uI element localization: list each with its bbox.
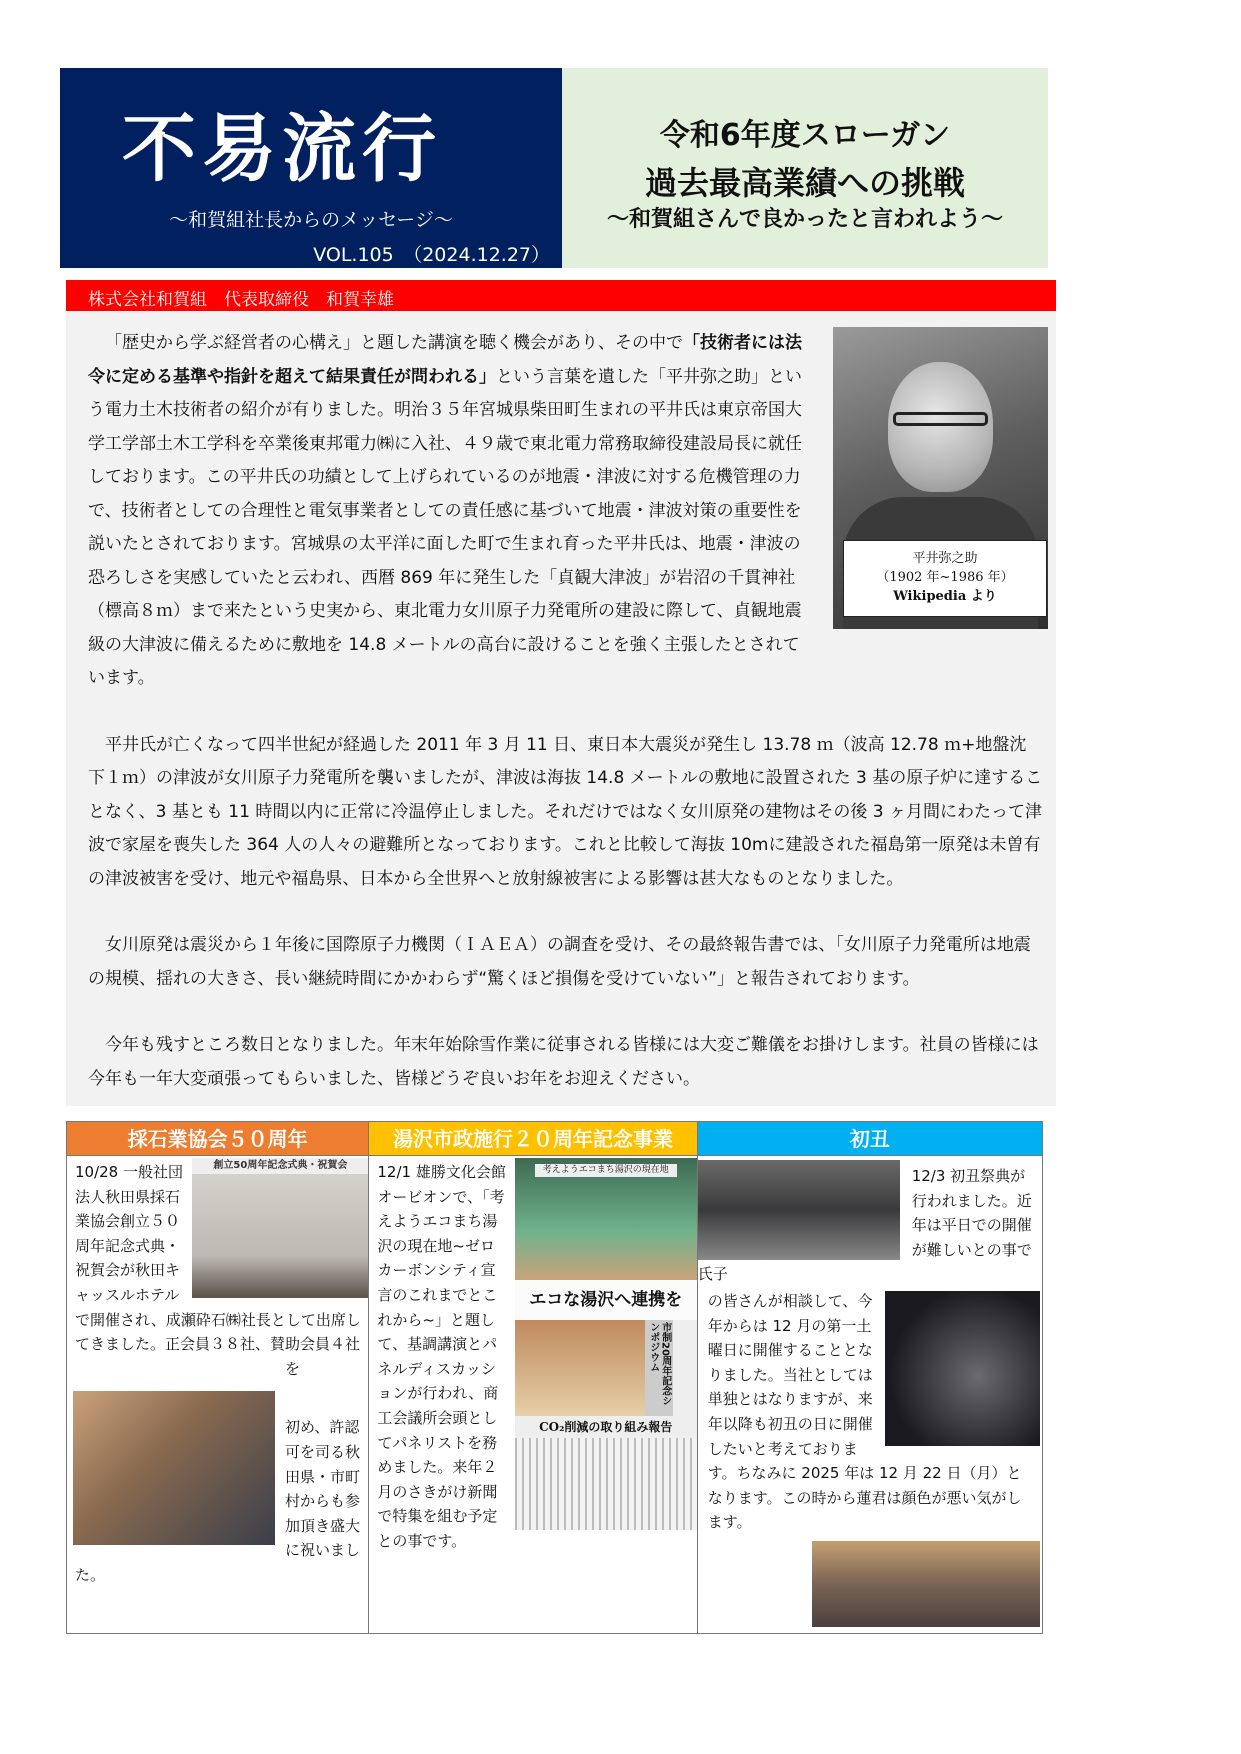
caption-source: Wikipedia より <box>893 589 997 604</box>
paragraph-3: 女川原発は震災から１年後に国際原子力機関（ＩＡＥＡ）の調査を受け、その最終報告書では、「女川原子力発電所は地震の規模、揺れの大きさ、長い継続時間にかかわらず“驚くほど損傷を受けていない”」と報告されております。 <box>88 935 1031 989</box>
photo-caption <box>843 540 1047 617</box>
column-text-cont: 初め、許認可を司る秋田県・市町村からも参加頂き盛大に祝いました。 <box>75 1418 361 1584</box>
night-procession-photo <box>885 1291 1040 1446</box>
column-body <box>67 1156 368 1588</box>
newspaper-headline: エコな湯沢へ連携を <box>515 1280 697 1320</box>
banquet-photo <box>812 1541 1040 1627</box>
column-text: 12/1 雄勝文化会館オービオンで、「考えようエコまち湯沢の現在地~ゼロカーボンシティ宣言のこれまでとこれから~」と題して、基調講演とパネルディスカッションが行われ、商工会議所会頭としてパネリストを務めました。来年２月のさきがけ新聞で特集を組む予定との事です。 <box>377 1163 506 1550</box>
portrait-photo <box>833 327 1048 629</box>
symposium-photo <box>515 1158 697 1280</box>
author-bar: 株式会社和賀組 代表取締役 和賀幸雄 <box>66 280 1056 311</box>
newspaper-clipping <box>515 1158 697 1530</box>
masthead <box>60 68 562 268</box>
ceremony-banner: 創立50周年記念式典・祝賀会 <box>192 1158 368 1174</box>
caption-years: （1902 年~1986 年） <box>876 570 1014 585</box>
volume-date: VOL.105 （2024.12.27） <box>313 244 550 266</box>
newspaper-article-text <box>515 1438 697 1530</box>
symposium-banner: 考えようエコまち湯沢の現在地 <box>535 1164 677 1177</box>
slogan-box <box>562 68 1048 268</box>
p1-text-cont: という言葉を遺した「平井弥之助」という電力土木技術者の紹介が有りました。明治３５年宮城県柴田町生まれの平井氏は東京帝国大学工学部土木工学科を卒業後東邦電力㈱に入社、４９歳で東北電力常務取締役建設局長に就任しております。この平井氏の功績として上げられているのが地震・津波に対する危機管理の力で、技術者としての合理性と電気事業者としての責任感に基づいて地震・津波対策の重要性を説いたとされております。宮城県の太平洋に面した町で生まれ育った平井氏は、地震・津波の恐ろしさを実感していたと云われ、西暦 869 年に発生した「貞観大津波」が岩沼の千貫神社（標高８ｍ）まで来たという史実から、東北電力女川原子力発電所の建設に際して、貞観地震級の大津波に備えるために敷地を 14.8 メートルの高台に設けることを強く主張したとされています。 <box>88 366 802 688</box>
slogan-line-3: ～和賀組さんで良かったと言われよう～ <box>606 207 1003 232</box>
paragraph-2: 平井氏が亡くなって四半世紀が経過した 2011 年 3 月 11 日、東日本大震災が発生し 13.78 ｍ（波高 12.78 ｍ+地盤沈下１ｍ）の津波が女川原子力発電所を襲いましたが、津波は海抜 14.8 メートルの敷地に設置された 3 基の原子炉に達することなく、3 基とも 11 時間以内に正常に冷温停止しました。それだけではなく女川原発の建物はその後 3 ヶ月間にわたって津波で家屋を喪失した 364 人の人々の避難所となっております。これと比較して海抜 10mに建設された福島第一原発は未曽有の津波被害を受け、地元や福島県、日本から全世界へと放射線被害による影響は甚大なものとなりました。 <box>88 734 1043 889</box>
caption-name: 平井弥之助 <box>912 551 978 566</box>
newsletter-subtitle: ～和賀組社長からのメッセージ～ <box>169 209 453 231</box>
ceremony-group-photo <box>698 1160 900 1260</box>
page-flow <box>66 280 1056 1674</box>
panel-photo <box>515 1320 645 1416</box>
column-text: 12/3 初丑祭典が行われました。近年は平日での開催が難しいとの事で氏子 <box>697 1167 1032 1284</box>
column-hatsuushi <box>698 1122 1042 1633</box>
p1-bold-quote: 「技術者には法令に定める基準や指針を超えて結果責任が問われる」 <box>88 333 802 387</box>
newspaper-subhead: CO₂削減の取り組み報告 <box>515 1416 697 1438</box>
column-header: 湯沢市政施行２０周年記念事業 <box>369 1122 696 1156</box>
newspaper-vertical-title: 市制20周年記念シンポジウム <box>645 1320 673 1416</box>
slogan-line-1: 令和6年度スローガン <box>659 118 951 153</box>
paragraph-4: 今年も残すところ数日となりました。年末年始除雪作業に従事される皆様には大変ご難儀をお掛けします。社員の皆様には今年も一年大変頑張ってもらいました、皆様どうぞ良いお年をお迎えください。 <box>88 1035 1039 1089</box>
newsletter-title: 不易流行 <box>122 106 442 192</box>
column-body <box>369 1156 696 1554</box>
column-body <box>698 1156 1042 1627</box>
p1-text: 「歴史から学ぶ経営者の心構え」と題した講演を聴く機会があり、その中で <box>105 333 683 353</box>
column-text: 10/28 一般社団法人秋田県採石業協会創立５０周年記念式典・祝賀会が秋田キャッスルホテルで開催され、成瀬砕石㈱社長として出席してきました。正会員３８社、賛助会員４社を <box>75 1163 361 1378</box>
column-text-cont <box>698 1287 1036 1627</box>
column-quarry-association <box>67 1122 369 1633</box>
column-text-b: の皆さんが相談して、今年からは 12 月の第一土曜日に開催することとなりました。当社としては単独とはなりますが、来年以降も初丑の日に開催したいと考えております。ちなみに 2025 年は 12 月 22 日（月）となります。この時から蓮君は顔色が悪い気がします。 <box>707 1291 1022 1532</box>
news-grid <box>66 1121 1043 1634</box>
ceremony-photo <box>192 1158 368 1298</box>
column-header: 初丑 <box>698 1122 1042 1156</box>
column-yuzawa-anniversary <box>369 1122 697 1633</box>
message-body <box>88 327 1043 1096</box>
slogan-line-2: 過去最高業績への挑戦 <box>644 164 965 202</box>
group-selfie-photo <box>73 1391 275 1545</box>
column-header: 採石業協会５０周年 <box>67 1122 368 1156</box>
message-background <box>66 311 1056 1106</box>
